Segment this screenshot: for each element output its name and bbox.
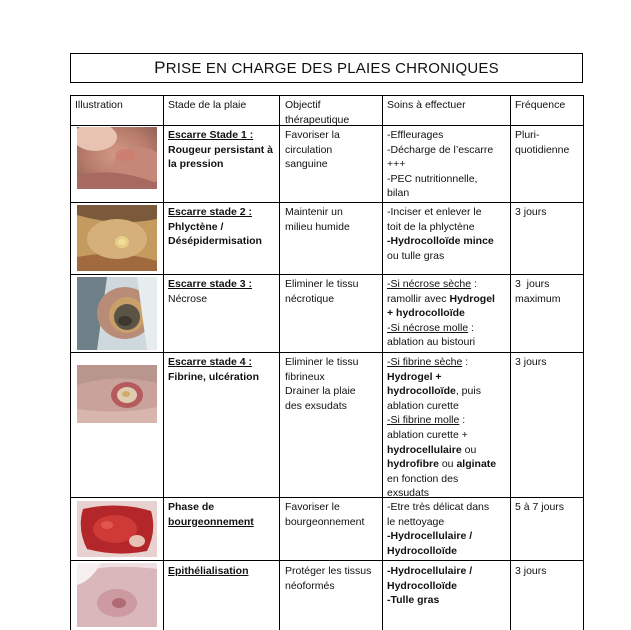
granulation-care: -Etre très délicat dans le nettoyage -Hydrocellulaire / Hydrocolloïde bbox=[387, 501, 490, 557]
table-border-right bbox=[583, 95, 584, 630]
header-frequency: Fréquence bbox=[515, 99, 566, 111]
stage3-frequency: 3 jours maximum bbox=[515, 278, 561, 305]
granulation-description: Phase de bourgeonnement bbox=[168, 501, 254, 528]
stage1-frequency: Pluri- quotidienne bbox=[515, 129, 570, 156]
title-initial: P bbox=[154, 58, 166, 77]
stage1-objective: Favoriser la circulation sanguine bbox=[285, 129, 340, 171]
wound-photo-stage1 bbox=[77, 127, 157, 189]
epithelialisation-objective: Protéger les tissus néoformés bbox=[285, 565, 372, 592]
column-divider bbox=[382, 95, 383, 630]
stage3-description: Escarre stade 3 : Nécrose bbox=[168, 278, 253, 305]
row-divider bbox=[70, 497, 584, 498]
granulation-frequency: 5 à 7 jours bbox=[515, 501, 565, 513]
row-divider bbox=[70, 202, 584, 203]
header-stage: Stade de la plaie bbox=[168, 99, 247, 111]
header-care: Soins à effectuer bbox=[387, 99, 466, 111]
stage4-frequency: 3 jours bbox=[515, 356, 547, 368]
table-border-top bbox=[70, 95, 584, 96]
header-objective: Objectif thérapeutique bbox=[285, 99, 350, 126]
stage2-care: -Inciser et enlever le toit de la phlyctène -Hydrocolloïde mince ou tulle gras bbox=[387, 206, 494, 262]
column-divider bbox=[279, 95, 280, 630]
stage2-description: Escarre stade 2 : Phlyctène / Désépidermisation bbox=[168, 206, 262, 248]
wound-photo-stage4 bbox=[77, 365, 157, 423]
wound-photo-stage2 bbox=[77, 205, 157, 271]
stage1-care: -Effleurages -Décharge de l’escarre +++ -PEC nutritionnelle, bilan bbox=[387, 129, 494, 200]
row-divider bbox=[70, 352, 584, 353]
document-title bbox=[70, 53, 583, 83]
stage4-description: Escarre stade 4 : Fibrine, ulcération bbox=[168, 356, 260, 383]
header-illustration: Illustration bbox=[75, 99, 123, 111]
title-rest: RISE EN CHARGE DES PLAIES CHRONIQUES bbox=[165, 59, 499, 77]
stage2-frequency: 3 jours bbox=[515, 206, 547, 218]
row-divider bbox=[70, 560, 584, 561]
stage3-care: -Si nécrose sèche : ramollir avec Hydrogel + hydrocolloïde -Si nécrose molle : ablation au bistouri bbox=[387, 278, 495, 349]
wound-photo-stage3 bbox=[77, 277, 157, 350]
stage4-care: -Si fibrine sèche : Hydrogel + hydrocolloïde, puis ablation curette -Si fibrine molle : ablation curette + hydrocellulaire ou hydrofibre ou alginate en fonction des exsudats bbox=[387, 356, 497, 500]
column-divider bbox=[510, 95, 511, 630]
epithelialisation-description: Epithélialisation bbox=[168, 565, 249, 577]
wound-photo-epithelialisation bbox=[77, 563, 157, 627]
stage2-objective: Maintenir un milieu humide bbox=[285, 206, 350, 233]
epithelialisation-care: -Hydrocellulaire / Hydrocolloïde -Tulle gras bbox=[387, 565, 473, 607]
row-divider bbox=[70, 274, 584, 275]
granulation-objective: Favoriser le bourgeonnement bbox=[285, 501, 365, 528]
column-divider bbox=[163, 95, 164, 630]
table-border-left bbox=[70, 95, 71, 630]
wound-photo-granulation bbox=[77, 501, 157, 557]
stage1-description: Escarre Stade 1 : Rougeur persistant à la pression bbox=[168, 129, 274, 171]
epithelialisation-frequency: 3 jours bbox=[515, 565, 547, 577]
stage3-objective: Eliminer le tissu nécrotique bbox=[285, 278, 359, 305]
care-table bbox=[70, 95, 584, 630]
stage4-objective: Eliminer le tissu fibrineux Drainer la plaie des exsudats bbox=[285, 356, 359, 412]
